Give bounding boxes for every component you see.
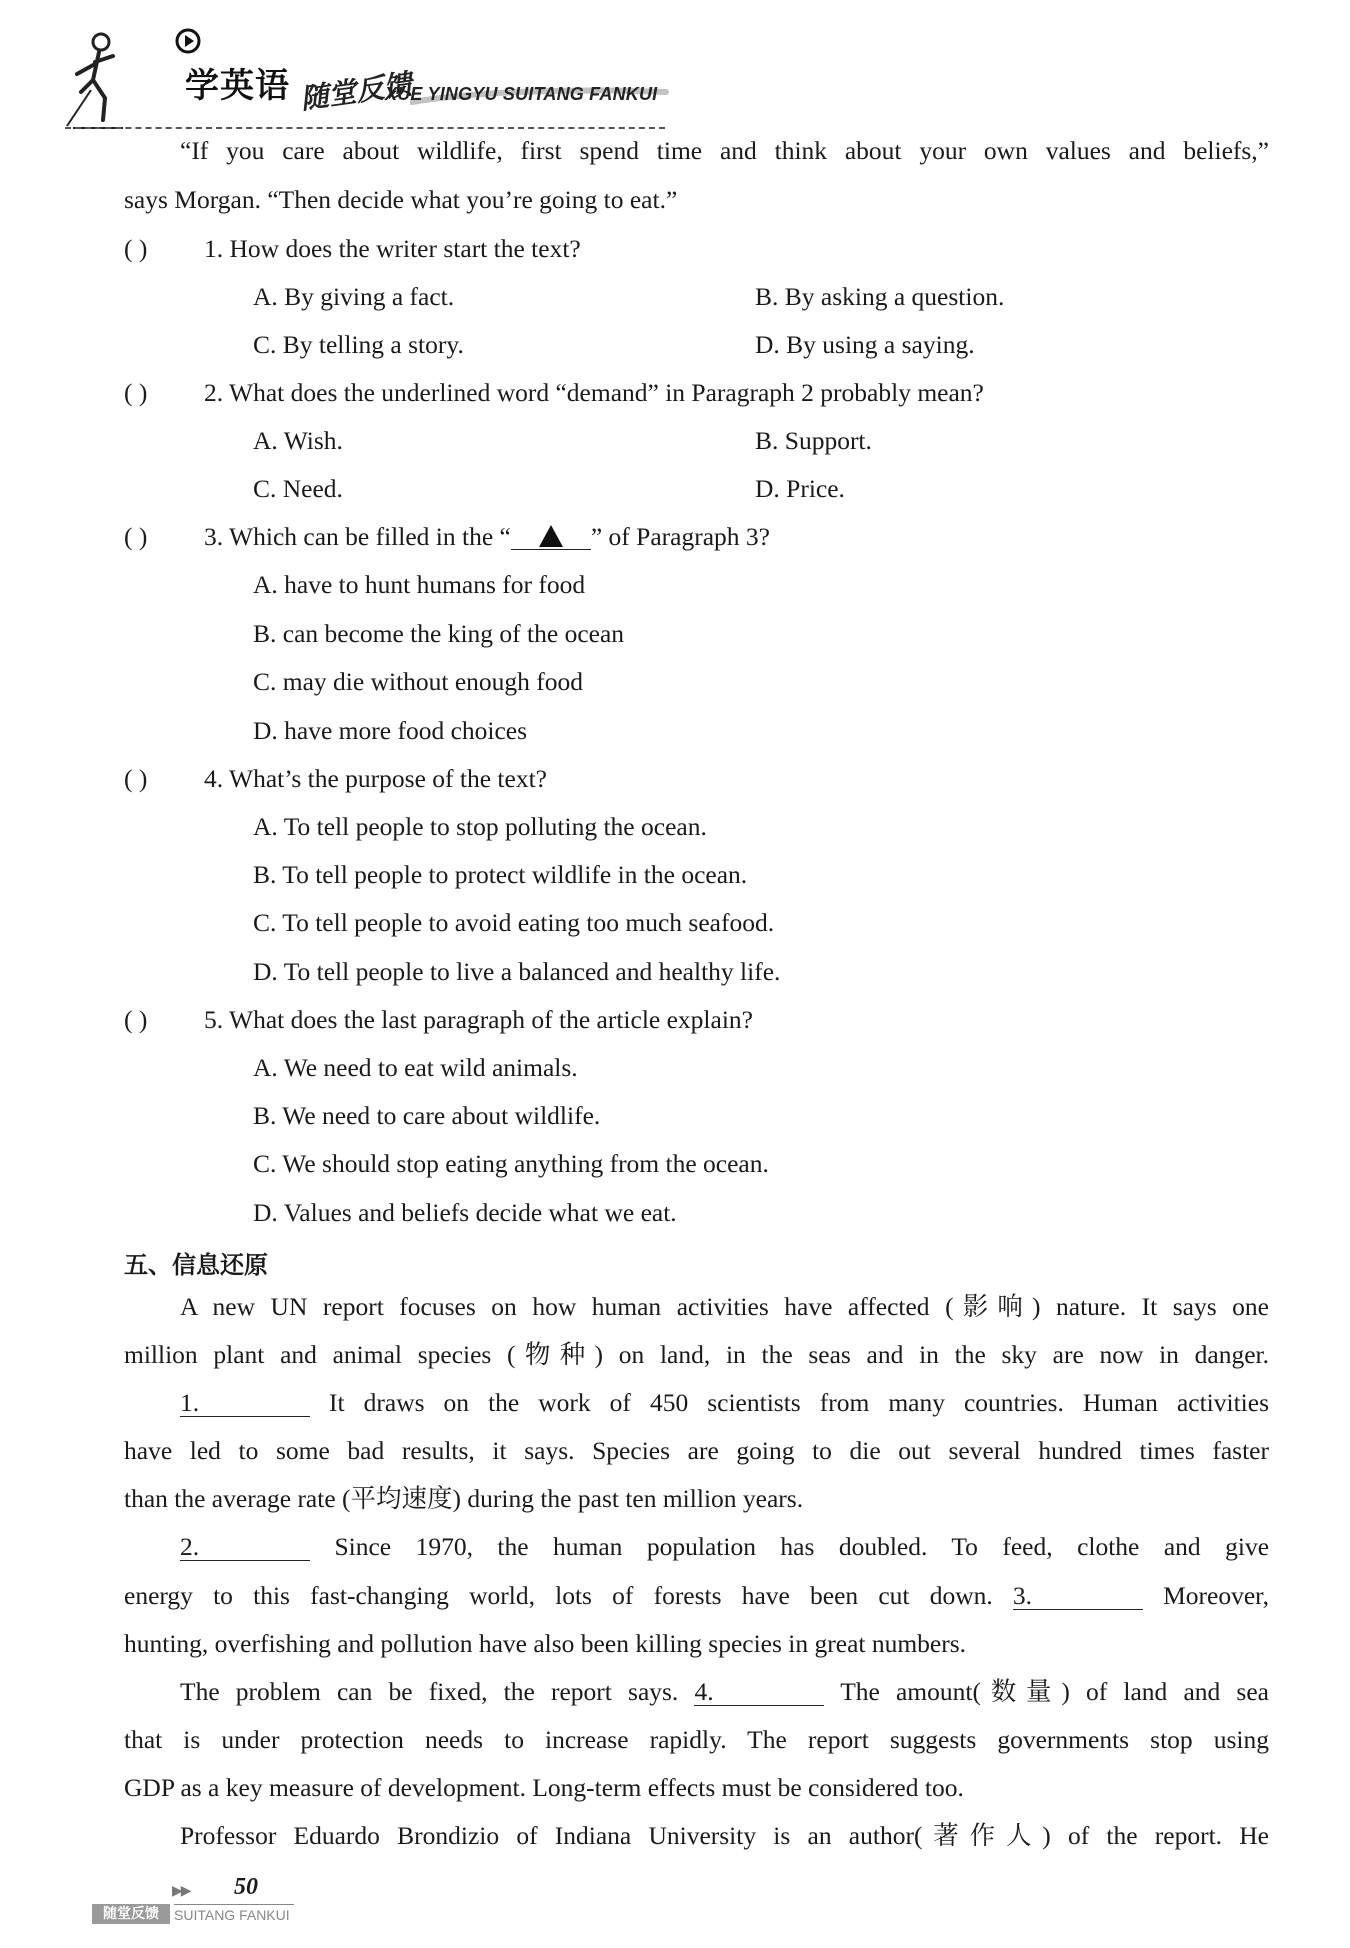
answer-blank-2[interactable]: 2. <box>180 1534 310 1561</box>
passage-text: The amount(数量) of land and sea <box>840 1677 1269 1706</box>
section-heading: 五、信息还原 <box>124 1251 268 1279</box>
footer-label-cn: 随堂反馈 <box>92 1904 170 1924</box>
passage-p1-line1: A new UN report focuses on how human activities have affected (影响) nature. It says one <box>180 1292 1269 1321</box>
passage-text: energy to this fast-changing world, lots of forests have been cut down. <box>124 1581 993 1610</box>
question-text-before: 3. Which can be filled in the “ <box>204 522 511 551</box>
footer-label-en: SUITANG FANKUI <box>174 1907 290 1923</box>
triangle-blank <box>511 525 591 550</box>
page-header <box>55 20 675 130</box>
answer-bracket[interactable]: ( ) <box>124 234 148 263</box>
question-text: 5. What does the last paragraph of the article explain? <box>204 1005 753 1034</box>
triangle-icon <box>539 525 563 547</box>
question-text: 4. What’s the purpose of the text? <box>204 764 547 793</box>
option-c: C. By telling a story. <box>253 330 464 359</box>
passage-text: It draws on the work of 450 scientists from many countries. Human activities <box>329 1388 1269 1417</box>
passage-p4-line1 <box>180 1677 1269 1707</box>
option-d: D. By using a saying. <box>755 330 975 359</box>
answer-bracket[interactable]: ( ) <box>124 378 148 407</box>
question-5 <box>124 1005 753 1035</box>
passage-p2-line2: have led to some bad results, it says. Species are going to die out several hundred times faster <box>124 1436 1269 1465</box>
question-3 <box>124 522 770 552</box>
answer-bracket[interactable]: ( ) <box>124 1005 148 1034</box>
answer-blank-4[interactable]: 4. <box>694 1679 824 1706</box>
passage-p3-line2 <box>124 1581 1269 1611</box>
option-c: C. We should stop eating anything from the ocean. <box>253 1149 769 1178</box>
passage-p5-line1: Professor Eduardo Brondizio of Indiana University is an author(著作人) of the report. He <box>180 1821 1269 1850</box>
option-c: C. Need. <box>253 474 343 503</box>
passage-p4-line2: that is under protection needs to increase rapidly. The report suggests governments stop using <box>124 1725 1269 1754</box>
question-text: 1. How does the writer start the text? <box>204 234 581 263</box>
passage-p3-line1 <box>180 1532 1269 1562</box>
answer-blank-3[interactable]: 3. <box>1013 1583 1143 1610</box>
question-4 <box>124 764 547 794</box>
passage-text: Moreover, <box>1163 1581 1270 1610</box>
option-a: A. By giving a fact. <box>253 282 455 311</box>
footer-arrow-icon: ▶▶ <box>172 1884 190 1899</box>
option-b: B. Support. <box>755 426 872 455</box>
intro-line-1: “If you care about wildlife, first spend time and think about your own values and beliefs,” <box>180 136 1269 165</box>
option-a: A. have to hunt humans for food <box>253 570 586 599</box>
runner-logo-icon <box>63 30 133 130</box>
option-d: D. Values and beliefs decide what we eat. <box>253 1198 677 1227</box>
answer-bracket[interactable]: ( ) <box>124 522 148 551</box>
header-title-en: XUE YINGYU SUITANG FANKUI <box>385 84 658 104</box>
option-b: B. We need to care about wildlife. <box>253 1101 601 1130</box>
option-b: B. can become the king of the ocean <box>253 619 625 648</box>
option-d: D. have more food choices <box>253 716 528 745</box>
header-dashed-rule <box>65 127 665 129</box>
passage-text: The problem can be fixed, the report says. <box>180 1677 679 1706</box>
option-c: C. To tell people to avoid eating too much seafood. <box>253 908 775 937</box>
question-text: 2. What does the underlined word “demand” in Paragraph 2 probably mean? <box>204 378 984 407</box>
option-a: A. Wish. <box>253 426 343 455</box>
footer-rule <box>174 1904 294 1905</box>
header-title-cn: 学英语 <box>185 66 290 106</box>
passage-p2-line1 <box>180 1388 1269 1418</box>
option-d: D. To tell people to live a balanced and healthy life. <box>253 957 781 986</box>
option-a: A. We need to eat wild animals. <box>253 1053 578 1082</box>
intro-line-2: says Morgan. “Then decide what you’re going to eat.” <box>124 185 678 214</box>
answer-blank-1[interactable]: 1. <box>180 1390 310 1417</box>
passage-p3-line3: hunting, overfishing and pollution have also been killing species in great numbers. <box>124 1629 967 1658</box>
question-text-after: ” of Paragraph 3? <box>590 522 770 551</box>
passage-text: Since 1970, the human population has doubled. To feed, clothe and give <box>334 1532 1270 1561</box>
question-2 <box>124 378 984 408</box>
option-b: B. By asking a question. <box>755 282 1005 311</box>
header-subtitle-cn: 随堂反馈 <box>298 67 414 116</box>
page-number: 50 <box>234 1874 258 1900</box>
passage-p1-line2: million plant and animal species (物种) on land, in the seas and in the sky are now in danger. <box>124 1340 1269 1369</box>
passage-p2-line3: than the average rate (平均速度) during the past ten million years. <box>124 1484 804 1513</box>
option-d: D. Price. <box>755 474 845 503</box>
answer-bracket[interactable]: ( ) <box>124 764 148 793</box>
passage-p4-line3: GDP as a key measure of development. Long-term effects must be considered too. <box>124 1773 964 1802</box>
option-c: C. may die without enough food <box>253 667 584 696</box>
option-a: A. To tell people to stop polluting the ocean. <box>253 812 707 841</box>
play-icon <box>175 28 201 54</box>
question-1 <box>124 234 581 264</box>
option-b: B. To tell people to protect wildlife in the ocean. <box>253 860 748 889</box>
